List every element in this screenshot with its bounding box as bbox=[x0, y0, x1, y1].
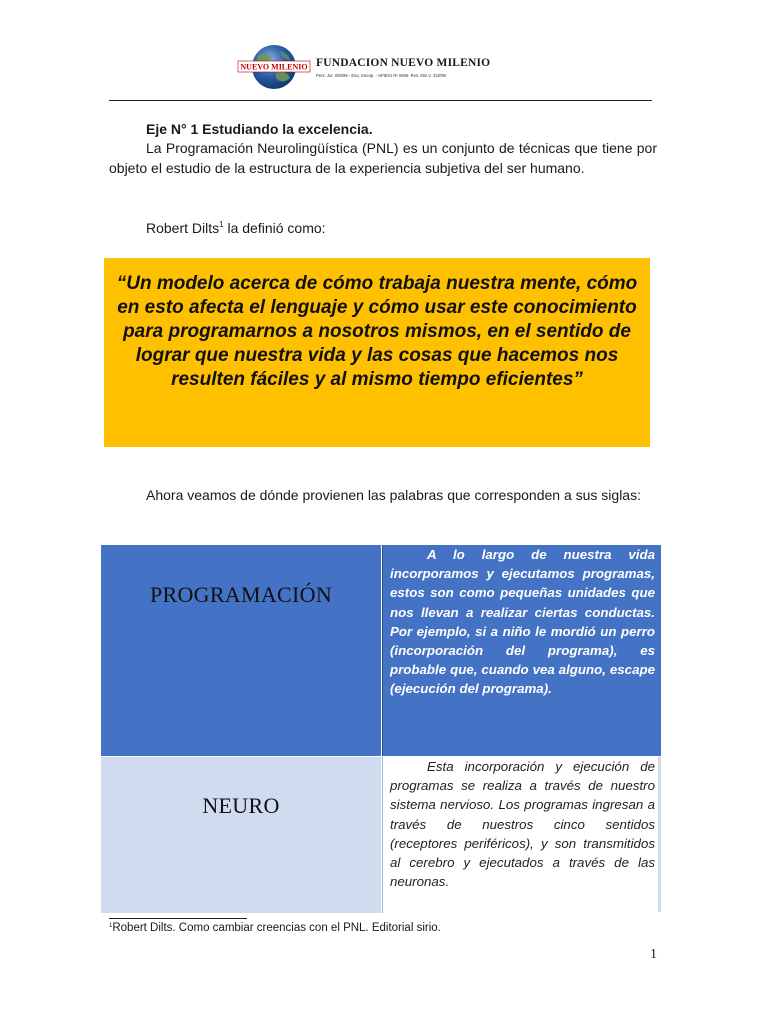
term-cell bbox=[101, 757, 381, 913]
logo-text: NUEVO MILENIO bbox=[240, 62, 308, 72]
section-heading: Eje N° 1 Estudiando la excelencia. bbox=[146, 121, 373, 137]
term-cell bbox=[101, 545, 381, 756]
globe-logo-icon bbox=[236, 42, 312, 92]
letterhead bbox=[236, 42, 536, 92]
footnote-mark: 1 bbox=[109, 923, 113, 929]
org-registration: Pers. Jur. 005/99 - Esq. Inscrip. - SPIEGI Nº 0665. Res. Min V. 332/99 bbox=[316, 73, 446, 78]
description-cell bbox=[382, 757, 661, 913]
description-programacion: A lo largo de nuestra vida incorporamos y ejecutamos programas, estos son como pequeñas unidades que nos llevan a realizar ciertas conductas. Por ejemplo, si a niño le mordió un perro (incorporación del programa), es probable que, cuando vea alguno, escape (ejecución del programa). bbox=[390, 547, 655, 697]
acronym-intro-paragraph: Ahora veamos de dónde provienen las palabras que corresponden a sus siglas: bbox=[146, 487, 641, 503]
description-neuro: Esta incorporación y ejecución de programas se realiza a través de nuestro sistema nervioso. Los programas ingresan a través de nuestros cinco sentidos (receptores periféricos), y son transmitidos al cerebro y ejecutados a través de las neuronas. bbox=[390, 759, 655, 890]
acronym-table bbox=[101, 545, 660, 912]
dilts-definition-lead: la definió como: bbox=[223, 220, 326, 236]
quote-text: “Un modelo acerca de cómo trabaja nuestra mente, cómo en esto afecta el lenguaje y cómo usar este conocimiento para programarnos a nosotros mismos, en el sentido de lograr que nuestra vida y las cosas que hacemos nos resulten fáciles y al mismo tiempo eficientes” bbox=[116, 273, 638, 390]
footnote-text: Robert Dilts. Como cambiar creencias con el PNL. Editorial sirio. bbox=[112, 922, 441, 934]
term-neuro: NEURO bbox=[202, 793, 280, 818]
dilts-name: Robert Dilts bbox=[146, 220, 220, 236]
intro-paragraph: La Programación Neurolingüística (PNL) es un conjunto de técnicas que tiene por objeto el estudio de la estructura de la experiencia subjetiva del ser humano. bbox=[109, 140, 657, 176]
footnote-divider bbox=[109, 918, 247, 919]
table-row bbox=[101, 756, 660, 913]
table-border bbox=[658, 757, 661, 912]
dilts-paragraph bbox=[146, 218, 326, 238]
page-number: 1 bbox=[650, 947, 657, 962]
org-name: FUNDACION NUEVO MILENIO bbox=[316, 57, 491, 69]
table-row bbox=[101, 545, 660, 756]
footnote-reference[interactable]: 1 bbox=[219, 220, 224, 229]
quote-box bbox=[104, 258, 650, 447]
footnote bbox=[109, 922, 441, 934]
term-programacion: PROGRAMACIÓN bbox=[149, 582, 333, 607]
description-cell bbox=[382, 545, 661, 756]
header-divider bbox=[109, 100, 652, 101]
